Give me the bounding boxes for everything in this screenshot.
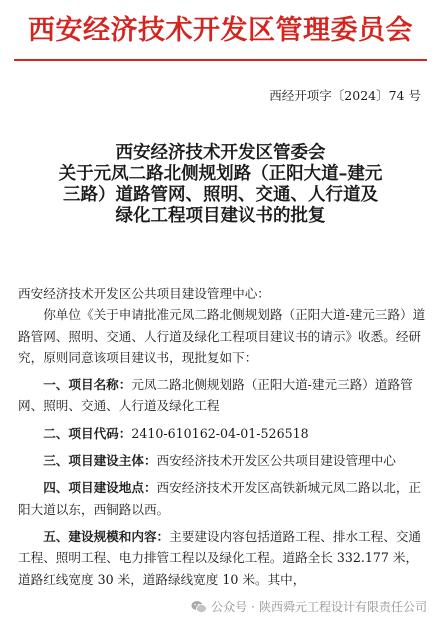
section-label: 五、建设规模和内容： bbox=[43, 528, 170, 544]
title-line: 西安经济技术开发区管委会 bbox=[115, 143, 326, 163]
watermark-account-name: 陕西舜元工程设计有限责任公司 bbox=[258, 600, 427, 614]
section-label: 四、项目建设地点： bbox=[43, 480, 157, 496]
section-label: 一、项目名称： bbox=[43, 377, 132, 393]
section-label: 二、项目代码： bbox=[43, 425, 132, 441]
intro-paragraph: 你单位《关于申请批准元凤二路北侧规划路（正阳大道-建元三路）道路管网、照明、交通、人行道及绿化工程项目建议书的请示》收悉。经研究，原则同意该项目建议书，现批复如下： bbox=[18, 307, 426, 365]
section-text: 元凤二路北侧规划路（正阳大道-建元三路）道路管网、照明、交通、人行道及绿化工程 bbox=[18, 377, 413, 414]
section-construction-entity bbox=[18, 450, 427, 471]
recipient-line: 西安经济技术开发区公共项目建设管理中心： bbox=[18, 286, 270, 301]
document-number: 西经开项字〔2024〕74 号 bbox=[269, 88, 421, 103]
red-divider-line bbox=[14, 59, 427, 61]
section-text: 西安经济技术开发区公共项目建设管理中心 bbox=[156, 453, 396, 469]
section-project-code bbox=[18, 423, 427, 444]
watermark-separator: · bbox=[251, 600, 255, 614]
wechat-watermark bbox=[191, 597, 427, 617]
watermark-label: 公众号 bbox=[211, 600, 248, 614]
section-text: 2410-610162-04-01-526518 bbox=[131, 425, 309, 441]
wechat-icon bbox=[191, 600, 207, 614]
section-construction-location bbox=[18, 477, 427, 520]
section-text: 西安经济技术开发区高铁新城元凤二路以北，正阳大道以东，西铜路以西。 bbox=[18, 480, 421, 517]
document-body bbox=[18, 283, 427, 590]
title-line: 绿化工程项目建议书的批复 bbox=[115, 206, 326, 226]
org-header-title: 西安经济技术开发区管理委员会 bbox=[28, 15, 413, 46]
section-text: 主要建设内容包括道路工程、排水工程、交通工程、照明工程、电力排管工程以及绿化工程。道路全长 332.177 米，道路红线宽度 30 米，道路绿线宽度 10 米。其中， bbox=[18, 528, 421, 587]
title-line: 三路）道路管网、照明、交通、人行道及 bbox=[63, 185, 378, 205]
section-scale-content bbox=[18, 526, 427, 590]
section-project-name bbox=[18, 374, 427, 417]
section-label: 三、项目建设主体： bbox=[43, 453, 157, 469]
title-line: 关于元凤二路北侧规划路（正阳大道–建元 bbox=[58, 164, 383, 184]
document-title bbox=[18, 143, 423, 227]
